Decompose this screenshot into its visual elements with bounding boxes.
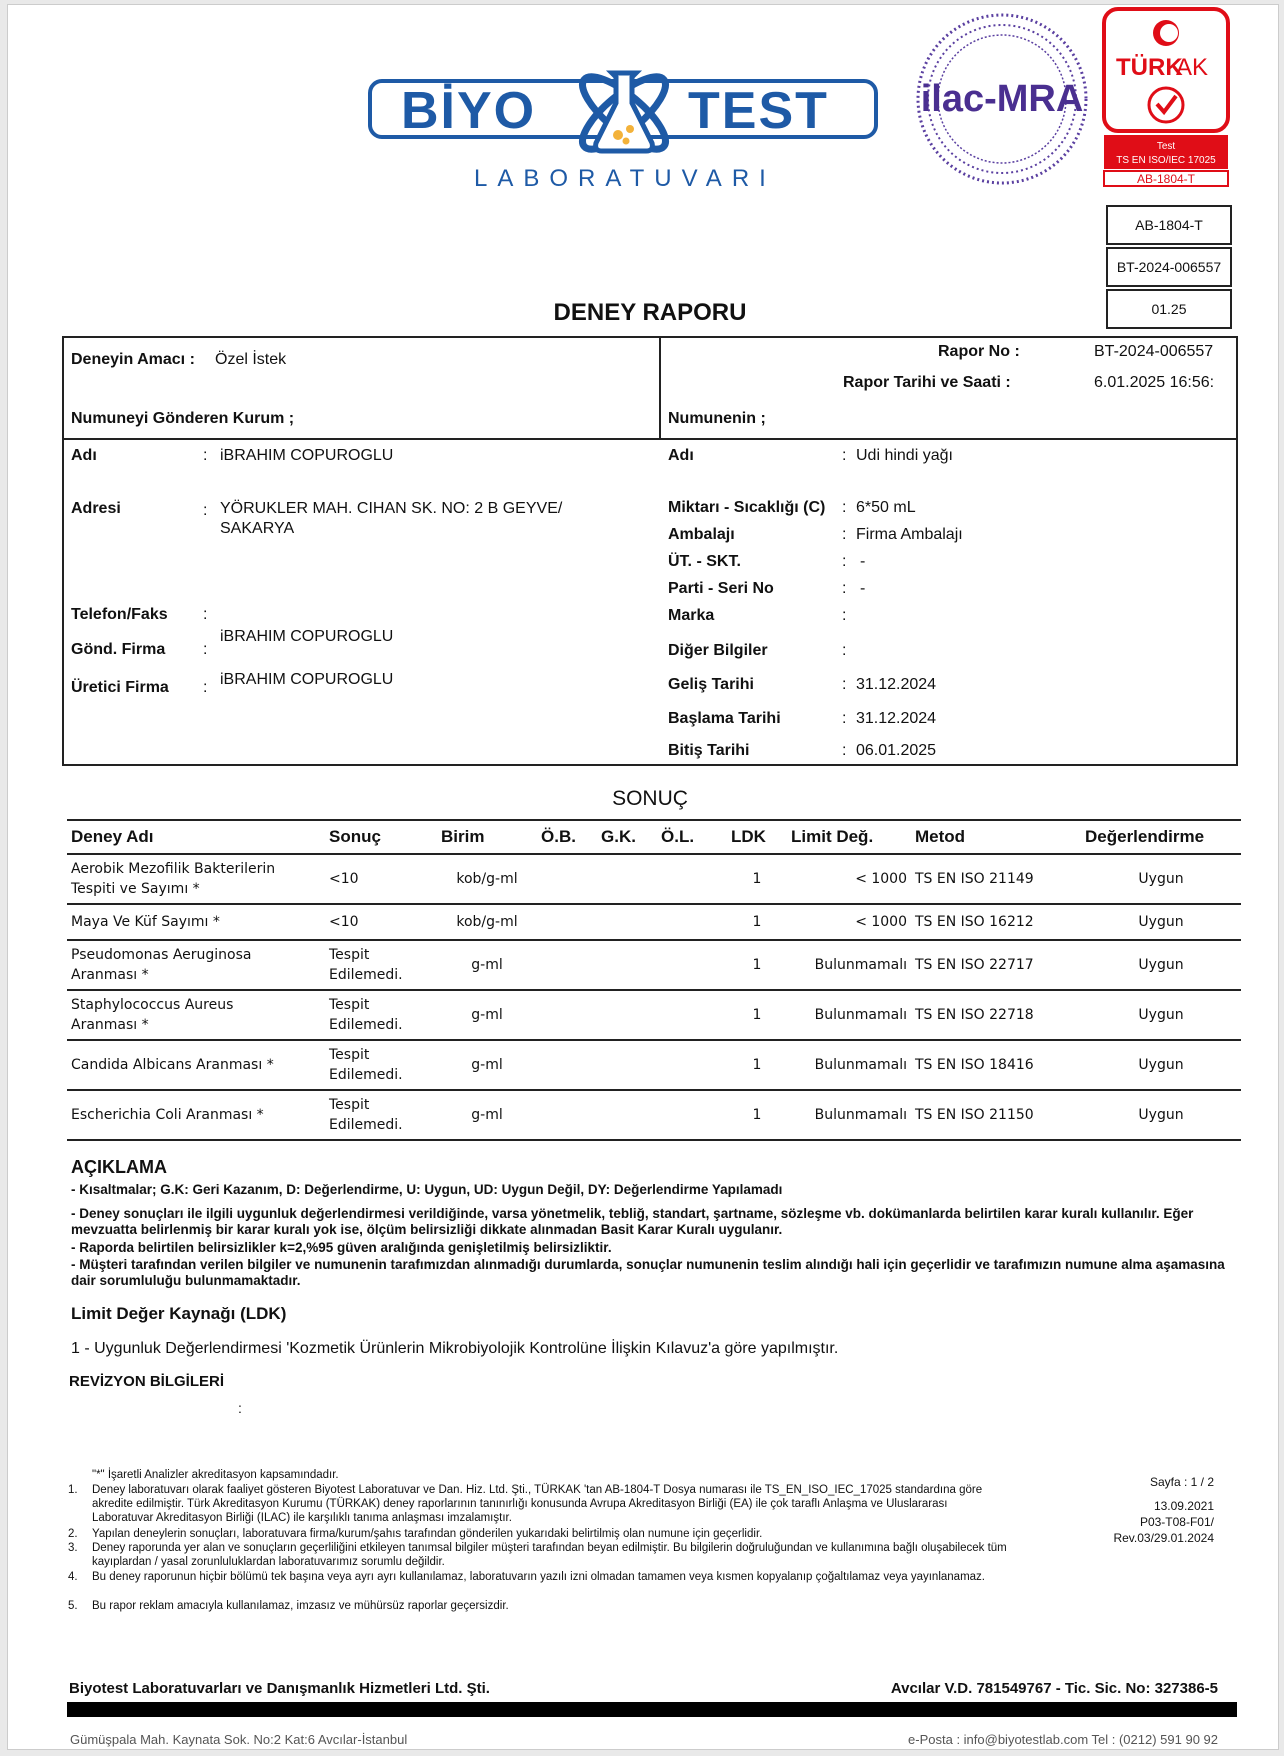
table-row — [67, 854, 1241, 904]
ob-cell — [537, 990, 597, 1040]
form-revision: Rev.03/29.01.2024 — [1113, 1531, 1214, 1545]
unit-cell-text: kob/g-ml — [456, 871, 518, 887]
column-header: LDK — [727, 820, 787, 854]
evaluation-cell — [1081, 940, 1241, 990]
gk-cell — [597, 940, 657, 990]
evaluation-cell — [1081, 904, 1241, 940]
limit-cell-text: Bulunmamalı — [814, 1057, 907, 1073]
limit-cell — [787, 1090, 911, 1140]
test-name-cell-text: Aranması * — [71, 967, 149, 983]
logo-subtitle: LABORATUVARI — [474, 165, 776, 192]
result-cell-text: Tespit — [329, 1097, 370, 1113]
ol-cell — [657, 990, 727, 1040]
method-cell — [911, 940, 1081, 990]
ol-cell — [657, 1090, 727, 1140]
report-no-value: BT-2024-006557 — [1094, 343, 1214, 360]
sample-info-box — [62, 336, 1238, 766]
method-cell — [911, 1090, 1081, 1140]
limit-cell — [787, 1040, 911, 1090]
unit-cell-text: g-ml — [471, 957, 503, 973]
gk-cell — [597, 1040, 657, 1090]
column-header: Deney Adı — [67, 820, 325, 854]
explanation-note: - Müşteri tarafından verilen bilgiler ve numunenin tarafımızdan alınmadığı durumlarda, sonuçlar numunenin teslim alındığı hali için geçerlidir ve tarafımızın numune alma aşamasına dair sorumluluğu bulunmamaktadır. — [71, 1257, 1225, 1288]
sender-address-value-line2: SAKARYA — [220, 520, 295, 537]
form-date: 13.09.2021 — [1153, 1499, 1214, 1513]
ldk-cell-text: 1 — [752, 1107, 762, 1123]
purpose-value: Özel İstek — [215, 351, 287, 368]
evaluation-cell — [1081, 990, 1241, 1040]
test-name-cell-text: Candida Albicans Aranması * — [71, 1057, 274, 1073]
result-cell — [325, 990, 437, 1040]
arrival-date-label: Geliş Tarihi — [668, 676, 754, 693]
colon: : — [842, 742, 847, 759]
company-name: Biyotest Laboratuvarları ve Danışmanlık Hizmetleri Ltd. Şti. — [69, 1680, 490, 1697]
test-name-cell — [67, 940, 325, 990]
explanation-note: - Deney sonuçları ile ilgili uygunluk değerlendirmesi verildiğinde, varsa yönetmelik, tebliğ, standart, şartname, sözleşme vb. dokümanlarda belirtilen karar kuralı kullanılır. Eğer mevzuatta belirlenmiş bir karar kuralı yok ise, ölçüm belirsizliği dikkate alınmadan Basit Karar Kuralı uygulanır. — [71, 1206, 1194, 1237]
unit-cell — [437, 1090, 537, 1140]
column-header: Limit Değ. — [787, 820, 911, 854]
revision-box: 01.25 — [1106, 289, 1232, 329]
company-contact: e-Posta : info@biyotestlab.com Tel : (0212) 591 90 92 — [908, 1732, 1218, 1747]
ldk-cell-text: 1 — [752, 1057, 762, 1073]
result-cell-text: Edilemedi. — [329, 1017, 403, 1033]
footnote-item: 3. Deney raporunda yer alan ve sonuçların geçerliliğini etkileyen tanımsal bilgiler müşteri tarafından beyan edilmiştir. Bu bilgilerin doğruluğundan ve kullanımına bağlı oluşabilecek tüm kayıplardan / yasal zorunluluklardan laboratuvarımız sorumlu değildir. — [68, 1542, 1007, 1568]
table-row — [67, 940, 1241, 990]
result-cell — [325, 854, 437, 904]
colon: : — [203, 502, 208, 519]
limit-cell-text: < 1000 — [855, 914, 907, 930]
result-cell-text: Tespit — [329, 1047, 370, 1063]
limit-cell-text: Bulunmamalı — [814, 957, 907, 973]
test-name-cell-text: Aerobik Mezofilik Bakterilerin — [71, 861, 276, 877]
report-page — [7, 4, 1279, 1750]
method-cell — [911, 904, 1081, 940]
end-date-value: 06.01.2025 — [856, 742, 937, 759]
ldk-cell-text: 1 — [752, 957, 762, 973]
method-cell-text: TS EN ISO 16212 — [915, 914, 1034, 930]
purpose-label: Deneyin Amacı : — [71, 351, 195, 368]
evaluation-cell-text: Uygun — [1138, 1007, 1184, 1023]
result-cell-text: Edilemedi. — [329, 967, 403, 983]
colon: : — [842, 710, 847, 727]
test-name-cell — [67, 1090, 325, 1140]
results-table — [67, 819, 1241, 1141]
test-name-cell — [67, 904, 325, 940]
revision-value: : — [238, 1400, 242, 1416]
ldk-cell-text: 1 — [752, 1007, 762, 1023]
test-name-cell-text: Tespiti ve Sayımı * — [71, 881, 200, 897]
sample-name-value: Udi hindi yağı — [856, 447, 953, 464]
result-cell-text: Tespit — [329, 947, 370, 963]
explanation-note: - Kısaltmalar; G.K: Geri Kazanım, D: Değerlendirme, U: Uygun, UD: Uygun Değil, DY: Değerlendirme Yapılamadı — [71, 1182, 783, 1197]
report-date-label: Rapor Tarihi ve Saati : — [843, 374, 1011, 391]
limit-cell — [787, 940, 911, 990]
test-name-cell — [67, 990, 325, 1040]
evaluation-cell — [1081, 1040, 1241, 1090]
turkak-standard: TS EN ISO/IEC 17025 — [1116, 155, 1216, 166]
limit-cell — [787, 990, 911, 1040]
explanation-note: - Raporda belirtilen belirsizlikler k=2,%95 güven aralığında genişletilmiş belirsizliktir. — [71, 1240, 612, 1255]
quantity-temp-label: Miktarı - Sıcaklığı (C) — [668, 499, 826, 516]
unit-cell-text: g-ml — [471, 1007, 503, 1023]
sending-company-label: Gönd. Firma — [71, 641, 166, 658]
divider — [659, 338, 661, 438]
colon: : — [842, 553, 847, 570]
limit-cell-text: < 1000 — [855, 871, 907, 887]
ol-cell — [657, 1040, 727, 1090]
result-cell-text: Tespit — [329, 997, 370, 1013]
test-name-cell-text: Staphylococcus Aureus — [71, 997, 234, 1013]
sample-name-label: Adı — [668, 447, 694, 464]
unit-cell-text: g-ml — [471, 1107, 503, 1123]
result-cell-text: Edilemedi. — [329, 1067, 403, 1083]
sending-company-value: iBRAHIM COPUROGLU — [220, 628, 394, 645]
colon: : — [842, 676, 847, 693]
test-name-cell-text: Aranması * — [71, 1017, 149, 1033]
manufacturer-value: iBRAHIM COPUROGLU — [220, 671, 394, 688]
quantity-temp-value: 6*50 mL — [856, 499, 916, 516]
ldk-cell-text: 1 — [752, 871, 762, 887]
method-cell — [911, 990, 1081, 1040]
arrival-date-value: 31.12.2024 — [856, 676, 937, 693]
unit-cell-text: g-ml — [471, 1057, 503, 1073]
method-cell — [911, 1040, 1081, 1090]
ldk-cell — [727, 990, 787, 1040]
result-cell — [325, 1090, 437, 1140]
accreditation-code-box: AB-1804-T — [1106, 205, 1232, 245]
ol-cell — [657, 854, 727, 904]
test-name-cell — [67, 1040, 325, 1090]
production-expiry-value: - — [860, 553, 866, 570]
table-row — [67, 1040, 1241, 1090]
colon: : — [842, 526, 847, 543]
method-cell-text: TS EN ISO 21149 — [915, 871, 1034, 887]
divider — [62, 438, 1238, 440]
result-cell — [325, 904, 437, 940]
footer-bar — [67, 1702, 1237, 1717]
colon: : — [203, 641, 208, 658]
ldk-cell — [727, 904, 787, 940]
ilac-mra-seal-icon — [913, 11, 1091, 187]
column-header: Metod — [911, 820, 1081, 854]
footnote-item: 2. Yapılan deneylerin sonuçları, laboratuvara firma/kurum/şahıs tarafından gönderilen yukarıdaki belirtilmiş olan numune için geçerlidir. — [68, 1528, 763, 1540]
footnote-item: 4. Bu deney raporunun hiçbir bölümü tek başına veya ayrı ayrı kullanılamaz, laboratuvarın yazılı izni olmadan tamamen veya kısmen kopyalanıp çoğaltılamaz veya yayınlanamaz. — [68, 1571, 985, 1583]
column-header: G.K. — [597, 820, 657, 854]
ldk-cell — [727, 940, 787, 990]
colon: : — [842, 580, 847, 597]
evaluation-cell-text: Uygun — [1138, 914, 1184, 930]
sender-name-label: Adı — [71, 447, 97, 464]
ldk-cell-text: 1 — [752, 914, 762, 930]
evaluation-cell-text: Uygun — [1138, 1057, 1184, 1073]
report-no-label: Rapor No : — [938, 343, 1020, 360]
ob-cell — [537, 854, 597, 904]
method-cell-text: TS EN ISO 22717 — [915, 957, 1034, 973]
table-row — [67, 1090, 1241, 1140]
phone-fax-label: Telefon/Faks — [71, 606, 168, 623]
gk-cell — [597, 854, 657, 904]
limit-cell — [787, 854, 911, 904]
tax-info: Avcılar V.D. 781549767 - Tic. Sic. No: 327386-5 — [890, 1680, 1218, 1697]
turkak-brand-b: AK — [1176, 54, 1209, 81]
table-header-row — [67, 820, 1241, 854]
ob-cell — [537, 904, 597, 940]
colon: : — [842, 447, 847, 464]
packaging-label: Ambalajı — [668, 526, 735, 543]
evaluation-cell — [1081, 854, 1241, 904]
manufacturer-label: Üretici Firma — [71, 679, 169, 696]
turkak-brand-a: TÜRK — [1116, 54, 1183, 81]
footnote-item: 5. Bu rapor reklam amacıyla kullanılamaz, imzasız ve mühürsüz raporlar geçersizdir. — [68, 1600, 509, 1612]
gk-cell — [597, 990, 657, 1040]
evaluation-cell-text: Uygun — [1138, 1107, 1184, 1123]
ob-cell — [537, 1040, 597, 1090]
sender-address-label: Adresi — [71, 500, 121, 517]
limit-cell — [787, 904, 911, 940]
unit-cell — [437, 990, 537, 1040]
colon: : — [842, 642, 847, 659]
sender-address-value: YÖRUKLER MAH. CIHAN SK. NO: 2 B GEYVE/ — [220, 500, 563, 517]
batch-serial-label: Parti - Seri No — [668, 580, 774, 597]
footnote-item: 1. Deney laboratuvarı olarak faaliyet gösteren Biyotest Laboratuvar ve Dan. Hiz. Ltd. Şti., TÜRKAK 'tan AB-1804-T Dosya numarası ile TS_EN_ISO_IEC_17025 standardına göre akredite edilmiştir. Türk Akreditasyon Kurumu (TÜRKAK) deney raporlarının tanınırlığı konusunda Avrupa Akreditasyon Birliği (EA) ile çok taraflı Anlaşma ve Uluslararası Laboratuvar Akreditasyon Birliği (ILAC) ile karşılıklı tanıma anlaşması imzalamıştır. — [68, 1484, 983, 1524]
packaging-value: Firma Ambalajı — [856, 526, 963, 543]
evaluation-cell-text: Uygun — [1138, 957, 1184, 973]
ldk-cell — [727, 1040, 787, 1090]
colon: : — [203, 606, 208, 623]
table-row — [67, 990, 1241, 1040]
ilac-text: ilac-MRA — [920, 78, 1084, 120]
colon: : — [842, 499, 847, 516]
page-counter: Sayfa : 1 / 2 — [1149, 1475, 1214, 1489]
start-date-label: Başlama Tarihi — [668, 710, 781, 727]
result-cell-text: Edilemedi. — [329, 1117, 403, 1133]
method-cell — [911, 854, 1081, 904]
unit-cell — [437, 904, 537, 940]
result-cell-text: <10 — [329, 914, 359, 930]
test-name-cell — [67, 854, 325, 904]
end-date-label: Bitiş Tarihi — [668, 742, 750, 759]
turkak-test: Test — [1156, 141, 1176, 152]
ob-cell — [537, 940, 597, 990]
limit-cell-text: Bulunmamalı — [814, 1107, 907, 1123]
ol-cell — [657, 940, 727, 990]
accreditation-note: "*" İşaretli Analizler akreditasyon kapsamındadır. — [92, 1469, 339, 1481]
logo-biyo-text: BİYO — [401, 82, 537, 140]
company-address: Gümüşpala Mah. Kaynata Sok. No:2 Kat:6 Avcılar-İstanbul — [70, 1732, 408, 1747]
method-cell-text: TS EN ISO 22718 — [915, 1007, 1034, 1023]
unit-cell — [437, 854, 537, 904]
brand-label: Marka — [668, 607, 715, 624]
start-date-value: 31.12.2024 — [856, 710, 937, 727]
column-header: Değerlendirme — [1081, 820, 1241, 854]
sender-name-value: iBRAHIM COPUROGLU — [220, 447, 394, 464]
evaluation-cell-text: Uygun — [1138, 871, 1184, 887]
unit-cell-text: kob/g-ml — [456, 914, 518, 930]
test-name-cell-text: Maya Ve Küf Sayımı * — [71, 914, 220, 930]
unit-cell — [437, 940, 537, 990]
limit-cell-text: Bulunmamalı — [814, 1007, 907, 1023]
result-cell-text: <10 — [329, 871, 359, 887]
column-header: Sonuç — [325, 820, 437, 854]
other-info-label: Diğer Bilgiler — [668, 642, 768, 659]
sample-heading: Numunenin ; — [668, 410, 766, 427]
page-title: DENEY RAPORU — [553, 299, 747, 326]
colon: : — [842, 607, 847, 624]
method-cell-text: TS EN ISO 21150 — [915, 1107, 1034, 1123]
turkak-accreditation-badge-icon — [1102, 7, 1230, 187]
evaluation-cell — [1081, 1090, 1241, 1140]
colon: : — [203, 447, 208, 464]
result-cell — [325, 940, 437, 990]
unit-cell — [437, 1040, 537, 1090]
form-code: P03-T08-F01/ — [1139, 1515, 1214, 1529]
explanation-title: AÇIKLAMA — [71, 1157, 167, 1177]
batch-serial-value: - — [860, 580, 866, 597]
test-name-cell-text: Escherichia Coli Aranması * — [71, 1107, 264, 1123]
ob-cell — [537, 1090, 597, 1140]
ol-cell — [657, 904, 727, 940]
column-header: Ö.B. — [537, 820, 597, 854]
limit-source-text: 1 - Uygunluk Değerlendirmesi 'Kozmetik Ürünlerin Mikrobiyolojik Kontrolüne İlişkin Kılavuz'a göre yapılmıştır. — [71, 1340, 839, 1357]
colon: : — [203, 679, 208, 696]
report-date-value: 6.01.2025 16:56: — [1094, 374, 1215, 391]
results-title: SONUÇ — [612, 787, 688, 810]
report-number-box: BT-2024-006557 — [1106, 247, 1232, 287]
ldk-cell — [727, 1090, 787, 1140]
result-cell — [325, 1040, 437, 1090]
sender-heading: Numuneyi Gönderen Kurum ; — [71, 410, 295, 427]
production-expiry-label: ÜT. - SKT. — [668, 553, 741, 570]
table-row — [67, 904, 1241, 940]
gk-cell — [597, 1090, 657, 1140]
limit-source-title: Limit Değer Kaynağı (LDK) — [71, 1304, 287, 1323]
flask-logo-icon — [564, 63, 684, 163]
column-header: Ö.L. — [657, 820, 727, 854]
test-name-cell-text: Pseudomonas Aeruginosa — [71, 947, 252, 963]
method-cell-text: TS EN ISO 18416 — [915, 1057, 1034, 1073]
ldk-cell — [727, 854, 787, 904]
revision-title: REVİZYON BİLGİLERİ — [69, 1373, 225, 1390]
turkak-code: AB-1804-T — [1136, 172, 1196, 186]
logo-test-text: TEST — [688, 82, 829, 140]
column-header: Birim — [437, 820, 537, 854]
gk-cell — [597, 904, 657, 940]
